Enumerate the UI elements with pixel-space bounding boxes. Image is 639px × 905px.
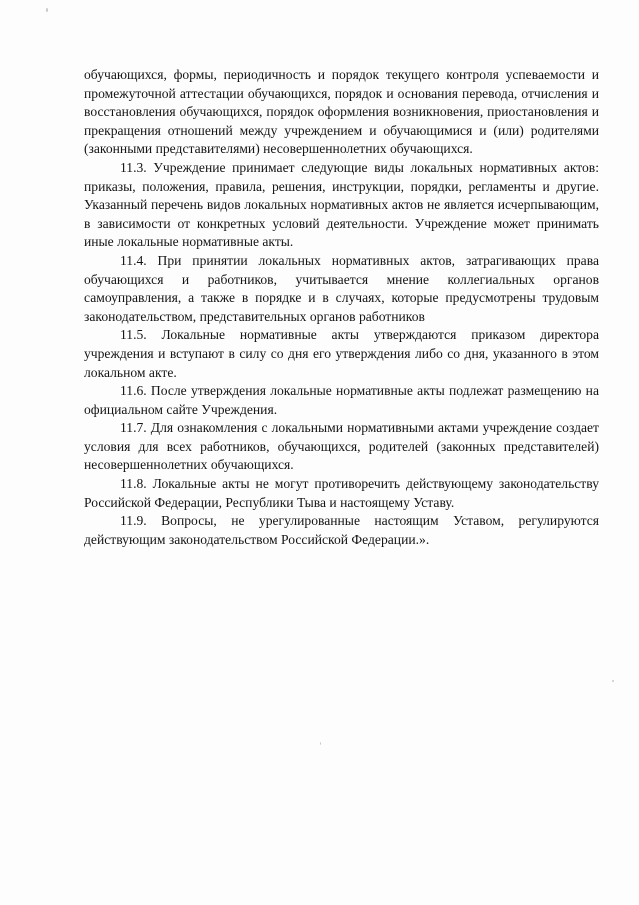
scan-speck (320, 742, 321, 745)
paragraph-11-6: 11.6. После утверждения локальные нормативные акты подлежат размещению на официальном сайте Учреждения. (84, 383, 599, 417)
paragraph-11-3: 11.3. Учреждение принимает следующие виды локальных нормативных актов: приказы, положения, правила, решения, инструкции, порядки, регламенты и другие. Указанный перечень видов локальных нормативных актов не является исчерпывающим, в зависимости от конкретных условий деятельности. Учреждение может принимать иные локальные нормативные акты. (84, 159, 599, 250)
paragraph-11-4: 11.4. При принятии локальных нормативных актов, затрагивающих права обучающихся и работников, учитывается мнение коллегиальных органов самоуправления, а также в порядке и в случаях, которые предусмотрены трудовым законодательством, представительных органов работников (84, 252, 599, 324)
scan-speck (46, 8, 48, 12)
paragraph-11-7: 11.7. Для ознакомления с локальными нормативными актами учреждение создает условия для всех работников, обучающихся, родителей (законных представителей) несовершеннолетних обучающихся. (84, 420, 599, 473)
paragraph-continuation: обучающихся, формы, периодичность и порядок текущего контроля успеваемости и промежуточной аттестации обучающихся, порядок и основания перевода, отчисления и восстановления обучающихся, порядок оформления возникновения, приостановления и прекращения отношений между учреждением и обучающимися и (или) родителями (законными представителями) несовершеннолетних обучающихся. (84, 67, 599, 157)
paragraph-11-8: 11.8. Локальные акты не могут противоречить действующему законодательству Российской Федерации, Республики Тыва и настоящему Уставу. (84, 476, 599, 510)
paragraph-11-9: 11.9. Вопросы, не урегулированные настоящим Уставом, регулируются действующим законодательством Российской Федерации.». (84, 513, 599, 547)
paragraph-11-5: 11.5. Локальные нормативные акты утверждаются приказом директора учреждения и вступают в силу со дня его утверждения либо со дня, указанного в этом локальном акте. (84, 327, 599, 380)
scan-speck (612, 680, 614, 682)
